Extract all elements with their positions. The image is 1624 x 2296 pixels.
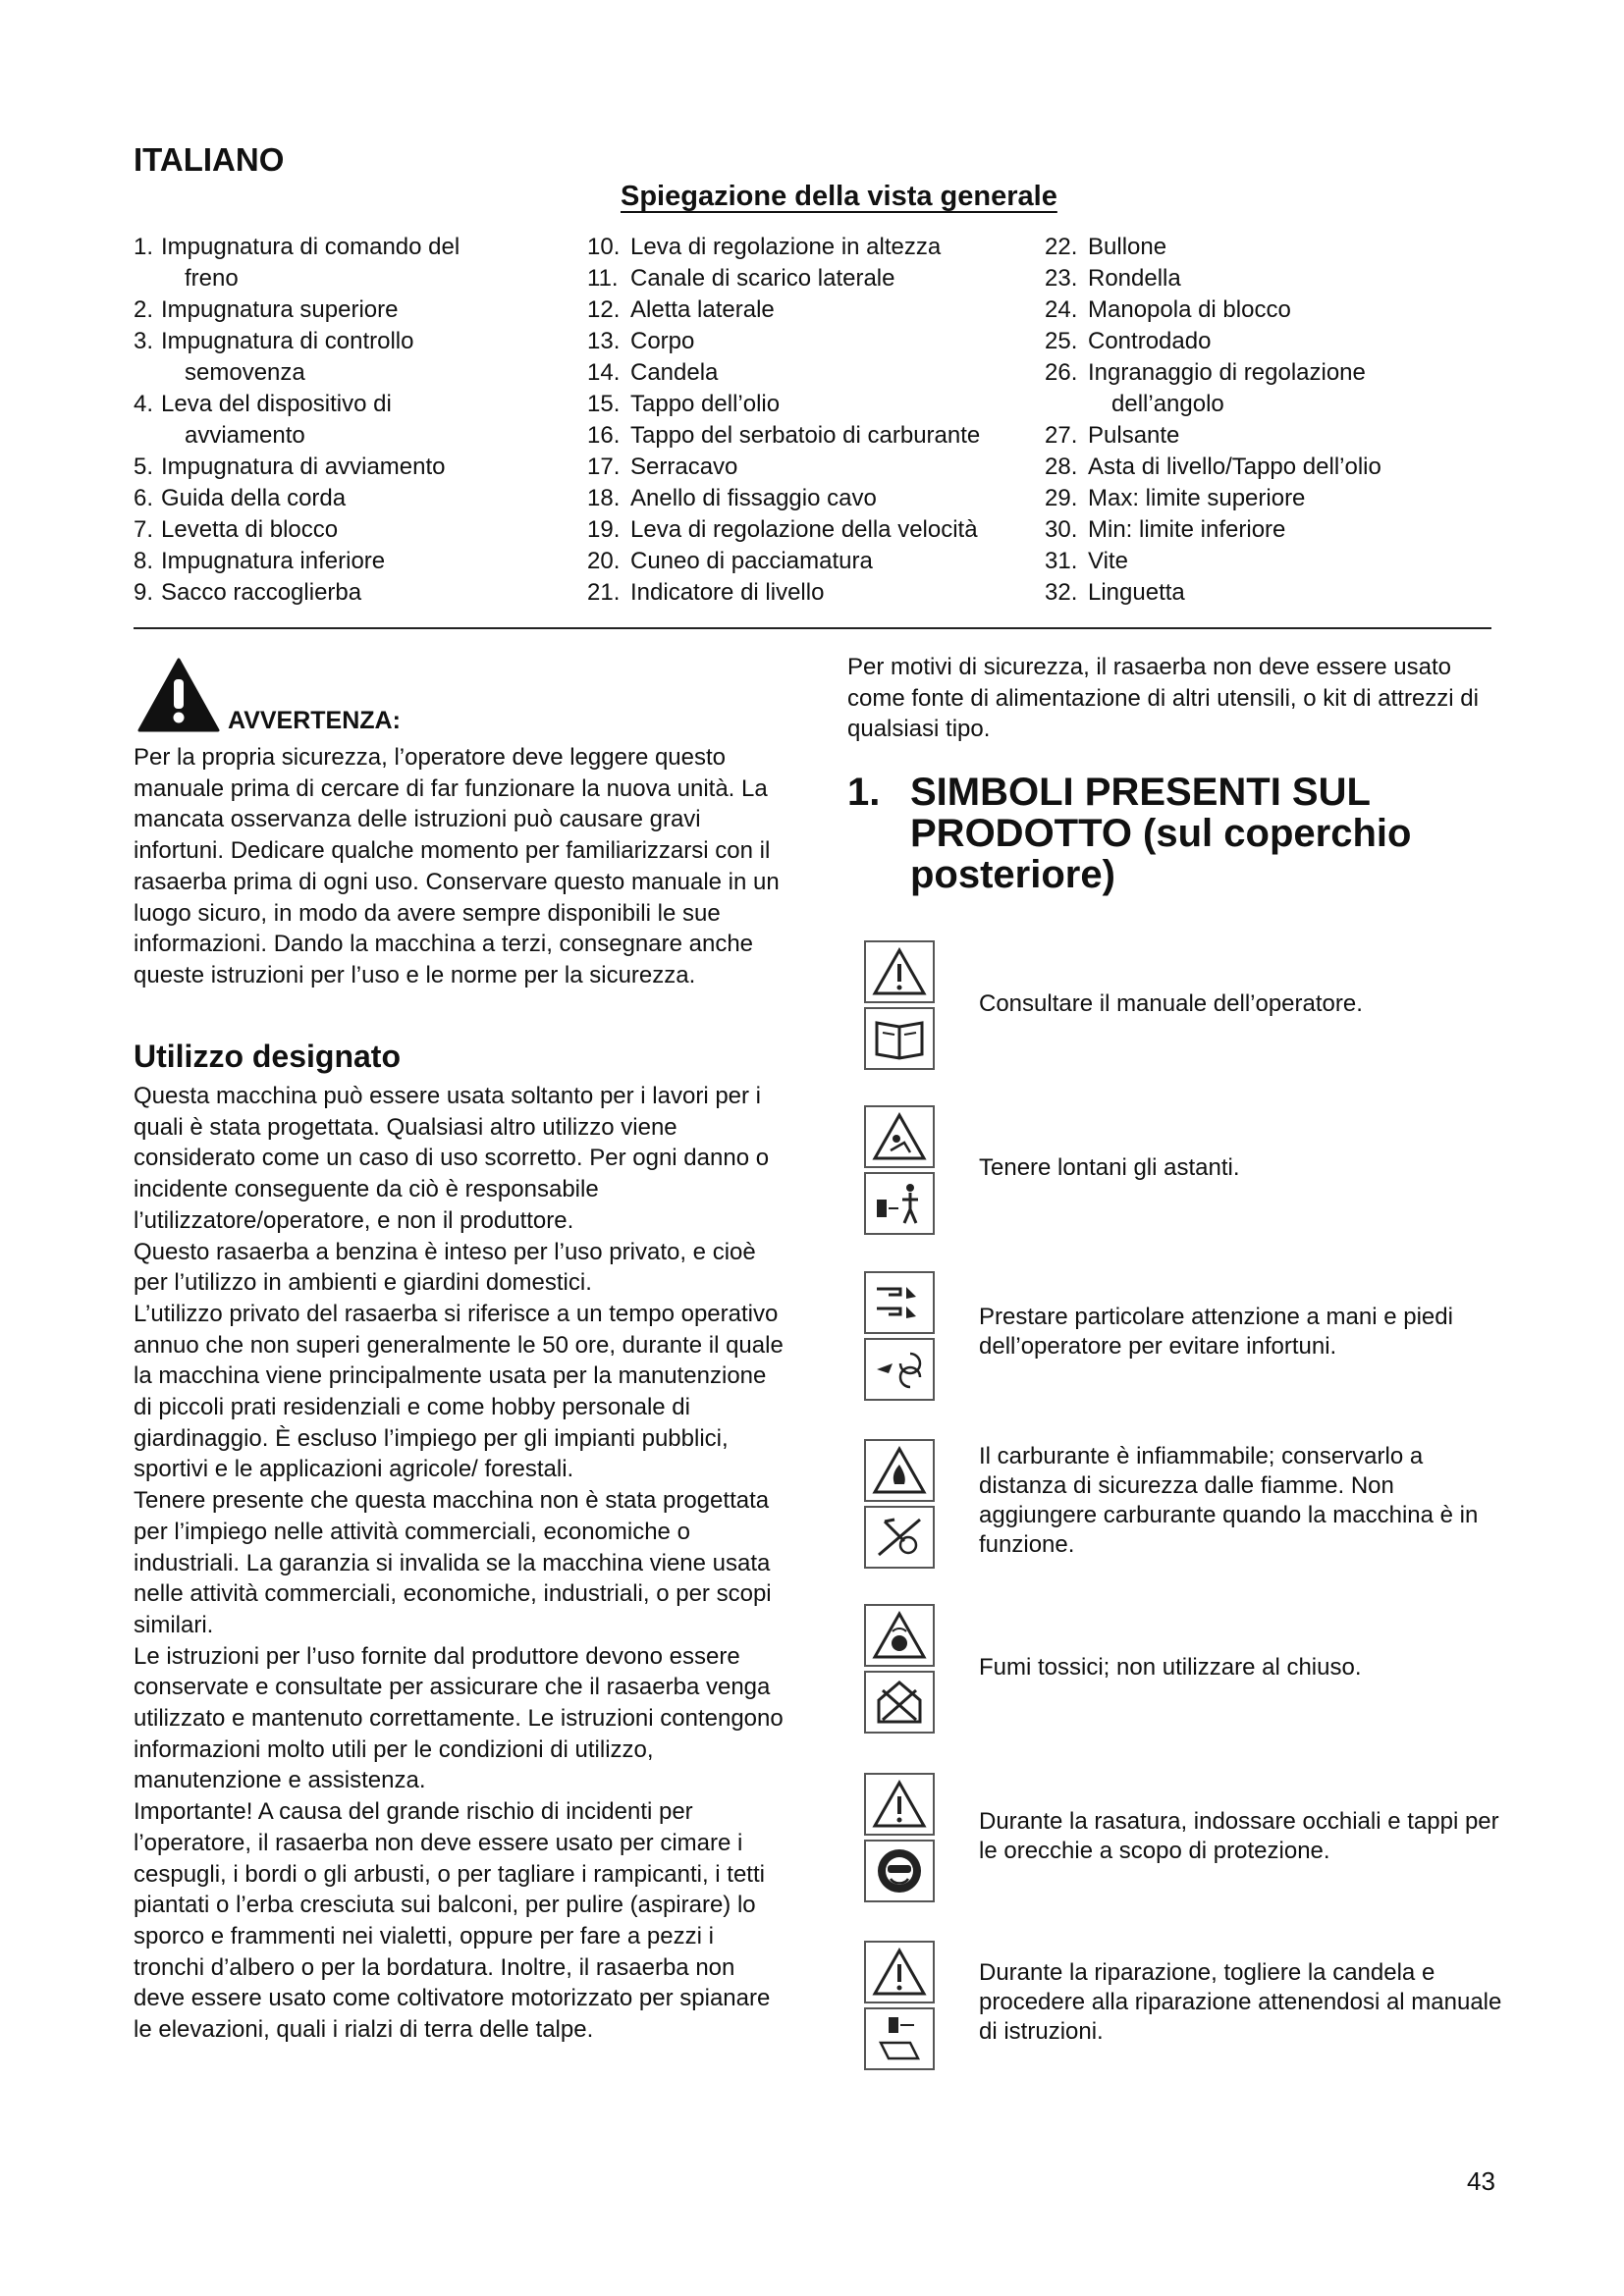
parts-list-label-line: Max: limite superiore xyxy=(1088,485,1306,511)
parts-list-item xyxy=(134,452,566,483)
symbol-pair xyxy=(864,1941,939,2074)
parts-list-number: 9. xyxy=(134,579,154,606)
parts-list-item xyxy=(134,389,566,420)
parts-list-label-line: Controdado xyxy=(1088,328,1212,354)
symbol-pair xyxy=(864,1271,939,1405)
parts-list-number: 32. xyxy=(1045,579,1078,606)
parts-list-label xyxy=(630,420,980,452)
parts-list-item xyxy=(1045,483,1477,514)
intended-use-paragraph: Le istruzioni per l’uso fornite dal produttore devono essere conservate e consultate per assicurare che il rasaerba venga utilizzato e mantenuto correttamente. Le istruzioni contengono informazioni molto utili per le condizioni di utilizzo, manutenzione e assistenza. xyxy=(134,1642,784,1794)
symbol-description: Prestare particolare attenzione a mani e piedi dell’operatore per evitare infortuni. xyxy=(979,1304,1453,1360)
parts-list-item xyxy=(587,326,1029,357)
parts-list-number: 14. xyxy=(587,359,621,386)
symbol-description: Consultare il manuale dell’operatore. xyxy=(979,990,1363,1017)
parts-list-label-line: Impugnatura inferiore xyxy=(161,548,386,574)
parts-list-label xyxy=(161,326,413,357)
intended-use-paragraph: Importante! A causa del grande rischio di incidenti per l’operatore, il rasaerba non deve essere usato per cimare i cespugli, i bordi o gli arbusti, o per tagliare i rampicanti, i tetti piantati o l’erba cresciuta sui balconi, per pulire (aspirare) lo sporco e frammenti nei vialetti, oppure per fare a pezzi i tronchi d’albero o per la bordatura. Inoltre, il rasaerba non deve essere usato come coltivatore motorizzato per spianare le elevazioni, quali i rialzi di terra delle talpe. xyxy=(134,1798,771,2044)
parts-list-label-line: freno xyxy=(185,265,239,292)
parts-list-label xyxy=(630,357,718,389)
symbol-pair xyxy=(864,940,939,1074)
parts-list-label-line: Impugnatura di controllo xyxy=(161,328,414,354)
warning-triangle-icon xyxy=(864,1941,935,2003)
parts-list-item xyxy=(134,232,566,263)
parts-list-label xyxy=(630,232,941,263)
parts-list-label-line: Leva del dispositivo di xyxy=(161,391,392,417)
parts-list-label-line: Guida della corda xyxy=(161,485,347,511)
parts-list-number: 15. xyxy=(587,391,621,417)
parts-list-number: 18. xyxy=(587,485,621,511)
parts-list-label xyxy=(630,452,737,483)
parts-list-label xyxy=(1088,263,1181,294)
parts-list-item xyxy=(134,294,566,326)
parts-list-number: 17. xyxy=(587,454,621,480)
warning-triangle-icon xyxy=(864,940,935,1003)
parts-list-label-line: Rondella xyxy=(1088,265,1181,292)
indent-spacer xyxy=(1045,389,1111,420)
parts-list-item xyxy=(587,420,1029,452)
parts-list-item xyxy=(1045,546,1477,577)
keep-distance-icon xyxy=(864,1172,935,1235)
parts-list-label xyxy=(630,294,775,326)
parts-list-item xyxy=(134,326,566,357)
symbol-description: Fumi tossici; non utilizzare al chiuso. xyxy=(979,1654,1362,1681)
symbol-description: Tenere lontani gli astanti. xyxy=(979,1154,1240,1181)
parts-list-label xyxy=(630,546,873,577)
parts-list-item xyxy=(587,389,1029,420)
parts-list-item xyxy=(587,452,1029,483)
rotating-blade-icon xyxy=(864,1338,935,1401)
indent-spacer xyxy=(134,420,185,452)
parts-list-item xyxy=(134,546,566,577)
parts-list-number: 28. xyxy=(1045,454,1078,480)
parts-list-label-line: Candela xyxy=(630,359,719,386)
language-heading: ITALIANO xyxy=(134,141,285,178)
parts-list-item xyxy=(1045,326,1477,357)
intended-use-paragraph: Questa macchina può essere usata soltanto per i lavori per i quali è stata progettata. Qualsiasi altro utilizzo viene considerato come un caso di uso scorretto. Per ogni danno o incidente conseguente da ciò è responsabile l’utilizzatore/operatore, e non il produttore. xyxy=(134,1083,770,1234)
warning-triangle-icon xyxy=(864,1773,935,1836)
parts-list-label xyxy=(1088,326,1211,357)
parts-list-number: 4. xyxy=(134,391,154,417)
parts-list-number: 5. xyxy=(134,454,154,480)
parts-list-number: 30. xyxy=(1045,516,1078,543)
parts-list-item xyxy=(587,263,1029,294)
indent-spacer xyxy=(134,263,185,294)
parts-list-item xyxy=(1045,263,1477,294)
symbol-pair xyxy=(864,1773,939,1906)
parts-list-item xyxy=(587,514,1029,546)
parts-list-number: 16. xyxy=(587,422,621,449)
section-title-line-2: PRODOTTO (sul coperchio posteriore) xyxy=(910,812,1412,896)
parts-list-label xyxy=(161,452,446,483)
parts-list-item xyxy=(587,577,1029,609)
intended-use-heading: Utilizzo designato xyxy=(134,1039,401,1074)
parts-list-label xyxy=(161,483,346,514)
parts-list-label xyxy=(1088,357,1366,389)
parts-list-item xyxy=(1045,452,1477,483)
parts-list-column-1 xyxy=(134,232,566,609)
parts-list-label xyxy=(161,389,392,420)
section-title-line-1: SIMBOLI PRESENTI SUL xyxy=(910,771,1371,814)
parts-list-item xyxy=(134,514,566,546)
parts-list-label xyxy=(161,294,398,326)
safety-intro-text: Per motivi di sicurezza, il rasaerba non deve essere usato come fonte di alimentazione di altri utensili, o kit di attrezzi di qualsiasi tipo. xyxy=(847,654,1479,743)
hand-foot-hazard-icon xyxy=(864,1271,935,1334)
parts-list-label xyxy=(630,577,824,609)
parts-list-label xyxy=(1088,577,1185,609)
parts-list-label-line: dell’angolo xyxy=(1111,391,1224,417)
parts-list-label-line: Leva di regolazione della velocità xyxy=(630,516,978,543)
warning-text: Per la propria sicurezza, l’operatore deve leggere questo manuale prima di cercare di far funzionare la nuova unità. La mancata osservanza delle istruzioni può causare gravi infortuni. Dedicare qualche momento per familiarizzarsi con il rasaerba prima di ogni uso. Conservare questo manuale in un luogo sicuro, in modo da avere sempre disponibili le sue informazioni. Dando la macchina a terzi, consegnare anche queste istruzioni per l’uso e le norme per la sicurezza. xyxy=(134,744,780,988)
parts-list-number: 11. xyxy=(587,265,619,292)
symbols-section-heading xyxy=(847,772,1476,895)
parts-list-label xyxy=(1088,294,1291,326)
page-number: 43 xyxy=(1467,2166,1495,2196)
parts-list-number: 26. xyxy=(1045,359,1078,386)
parts-list-column-2 xyxy=(587,232,1029,609)
parts-list-label xyxy=(161,546,385,577)
parts-list-label xyxy=(630,263,894,294)
parts-list-item xyxy=(587,232,1029,263)
parts-list-label xyxy=(630,483,877,514)
parts-list-label xyxy=(1088,232,1166,263)
symbol-pair xyxy=(864,1105,939,1239)
warning-triangle-icon xyxy=(137,658,220,732)
symbol-description: Durante la rasatura, indossare occhiali e tappi per le orecchie a scopo di protezione. xyxy=(979,1808,1499,1864)
parts-list-label-line: Impugnatura superiore xyxy=(161,296,399,323)
parts-list-label-line: Serracavo xyxy=(630,454,738,480)
parts-list-item-continuation xyxy=(134,263,566,294)
parts-list-label-line: Anello di fissaggio cavo xyxy=(630,485,877,511)
manual-book-icon xyxy=(864,1007,935,1070)
parts-list-label-line: Asta di livello/Tappo dell’olio xyxy=(1088,454,1381,480)
parts-list-label-line: Aletta laterale xyxy=(630,296,775,323)
parts-list-item xyxy=(587,546,1029,577)
symbol-pair xyxy=(864,1439,939,1573)
section-number: 1. xyxy=(847,771,881,814)
parts-list-label-line: Impugnatura di avviamento xyxy=(161,454,446,480)
parts-list-label-line: Levetta di blocco xyxy=(161,516,339,543)
parts-list-label xyxy=(1088,420,1179,452)
intended-use-paragraph: Questo rasaerba a benzina è inteso per l’uso privato, e cioè per l’utilizzo in ambienti e giardini domestici. xyxy=(134,1238,756,1297)
parts-list-column-3 xyxy=(1045,232,1477,609)
parts-list-item xyxy=(587,483,1029,514)
warning-label: AVVERTENZA: xyxy=(228,707,401,734)
parts-list-item xyxy=(1045,577,1477,609)
parts-list-label-line: Pulsante xyxy=(1088,422,1180,449)
parts-list-number: 25. xyxy=(1045,328,1078,354)
parts-list-number: 12. xyxy=(587,296,621,323)
parts-list-number: 22. xyxy=(1045,234,1078,260)
parts-list-label-line: semovenza xyxy=(185,359,305,386)
indent-spacer xyxy=(134,357,185,389)
parts-list-label xyxy=(1088,452,1381,483)
parts-list-item-continuation xyxy=(134,420,566,452)
parts-list-number: 29. xyxy=(1045,485,1078,511)
parts-list-number: 23. xyxy=(1045,265,1078,292)
parts-list-label-line: Leva di regolazione in altezza xyxy=(630,234,942,260)
parts-list-label-line: Corpo xyxy=(630,328,695,354)
parts-list-label-line: Tappo del serbatoio di carburante xyxy=(630,422,981,449)
parts-list-label-line: Min: limite inferiore xyxy=(1088,516,1286,543)
parts-list-number: 24. xyxy=(1045,296,1078,323)
eye-ear-protection-icon xyxy=(864,1840,935,1902)
intended-use-paragraph: Tenere presente che questa macchina non è stata progettata per l’impiego nelle attività commerciali, economiche o industriali. La garanzia si invalida se la macchina viene usata nelle attività commerciali, economiche, industriali, o per scopi similari. xyxy=(134,1487,772,1638)
parts-list-label xyxy=(630,514,978,546)
flammable-icon xyxy=(864,1439,935,1502)
parts-list-item xyxy=(1045,232,1477,263)
parts-list-number: 10. xyxy=(587,234,621,260)
parts-list-label xyxy=(161,514,338,546)
symbol-pair xyxy=(864,1604,939,1737)
parts-list-label-line: Tappo dell’olio xyxy=(630,391,781,417)
parts-list-label-line: Vite xyxy=(1088,548,1128,574)
spark-plug-manual-icon xyxy=(864,2007,935,2070)
parts-list-label-line: Manopola di blocco xyxy=(1088,296,1291,323)
parts-list-label-line: Ingranaggio di regolazione xyxy=(1088,359,1366,386)
parts-list-label xyxy=(1088,514,1285,546)
no-refuel-running-icon xyxy=(864,1506,935,1569)
overview-title: Spiegazione della vista generale xyxy=(621,181,1057,212)
parts-list-number: 27. xyxy=(1045,422,1078,449)
parts-list-label xyxy=(630,389,780,420)
parts-list-number: 2. xyxy=(134,296,154,323)
parts-list-label-line: Canale di scarico laterale xyxy=(630,265,895,292)
symbol-description: Il carburante è infiammabile; conservarlo a distanza di sicurezza dalle fiamme. Non aggiungere carburante quando la macchina è in funzione. xyxy=(979,1443,1479,1558)
parts-list-number: 21. xyxy=(587,579,621,606)
no-indoor-use-icon xyxy=(864,1671,935,1734)
toxic-fumes-icon xyxy=(864,1604,935,1667)
parts-list-item xyxy=(1045,357,1477,389)
parts-list-item xyxy=(1045,294,1477,326)
parts-list-label-line: Sacco raccoglierba xyxy=(161,579,362,606)
parts-list-label-line: Indicatore di livello xyxy=(630,579,825,606)
parts-list-number: 31. xyxy=(1045,548,1078,574)
parts-list-label xyxy=(1088,546,1128,577)
parts-list-item-continuation xyxy=(134,357,566,389)
parts-list-number: 7. xyxy=(134,516,154,543)
parts-list-label-line: avviamento xyxy=(185,422,305,449)
parts-list-item-continuation xyxy=(1045,389,1477,420)
intended-use-paragraph: L’utilizzo privato del rasaerba si riferisce a un tempo operativo annuo che non superi generalmente le 50 ore, durante il quale la macchina viene principalmente usata per la manutenzione di piccoli prati residenziali e come hobby personale di giardinaggio. È escluso l’impiego per gli impianti pubblici, sportivi e le applicazioni agricole/ forestali. xyxy=(134,1300,784,1483)
parts-list-item xyxy=(134,483,566,514)
parts-list-label xyxy=(161,232,460,263)
parts-list-number: 20. xyxy=(587,548,621,574)
parts-list-item xyxy=(587,294,1029,326)
parts-list-item xyxy=(1045,514,1477,546)
parts-list-item xyxy=(1045,420,1477,452)
symbol-description: Durante la riparazione, togliere la candela e procedere alla riparazione attenendosi al manuale di istruzioni. xyxy=(979,1959,1502,2045)
parts-list-label-line: Impugnatura di comando del xyxy=(161,234,460,260)
parts-list-item xyxy=(587,357,1029,389)
parts-list-number: 13. xyxy=(587,328,621,354)
parts-list-label-line: Bullone xyxy=(1088,234,1167,260)
parts-list-number: 8. xyxy=(134,548,154,574)
parts-list-number: 1. xyxy=(134,234,154,260)
parts-list-number: 19. xyxy=(587,516,621,543)
parts-list-number: 6. xyxy=(134,485,154,511)
parts-list-label xyxy=(1088,483,1305,514)
parts-list-item xyxy=(134,577,566,609)
intended-use-text xyxy=(134,1081,789,2046)
parts-list-label-line: Linguetta xyxy=(1088,579,1185,606)
parts-list-label xyxy=(161,577,361,609)
parts-list-label xyxy=(630,326,694,357)
thrown-objects-icon xyxy=(864,1105,935,1168)
section-divider xyxy=(134,627,1491,629)
parts-list-label-line: Cuneo di pacciamatura xyxy=(630,548,873,574)
parts-list-number: 3. xyxy=(134,328,154,354)
